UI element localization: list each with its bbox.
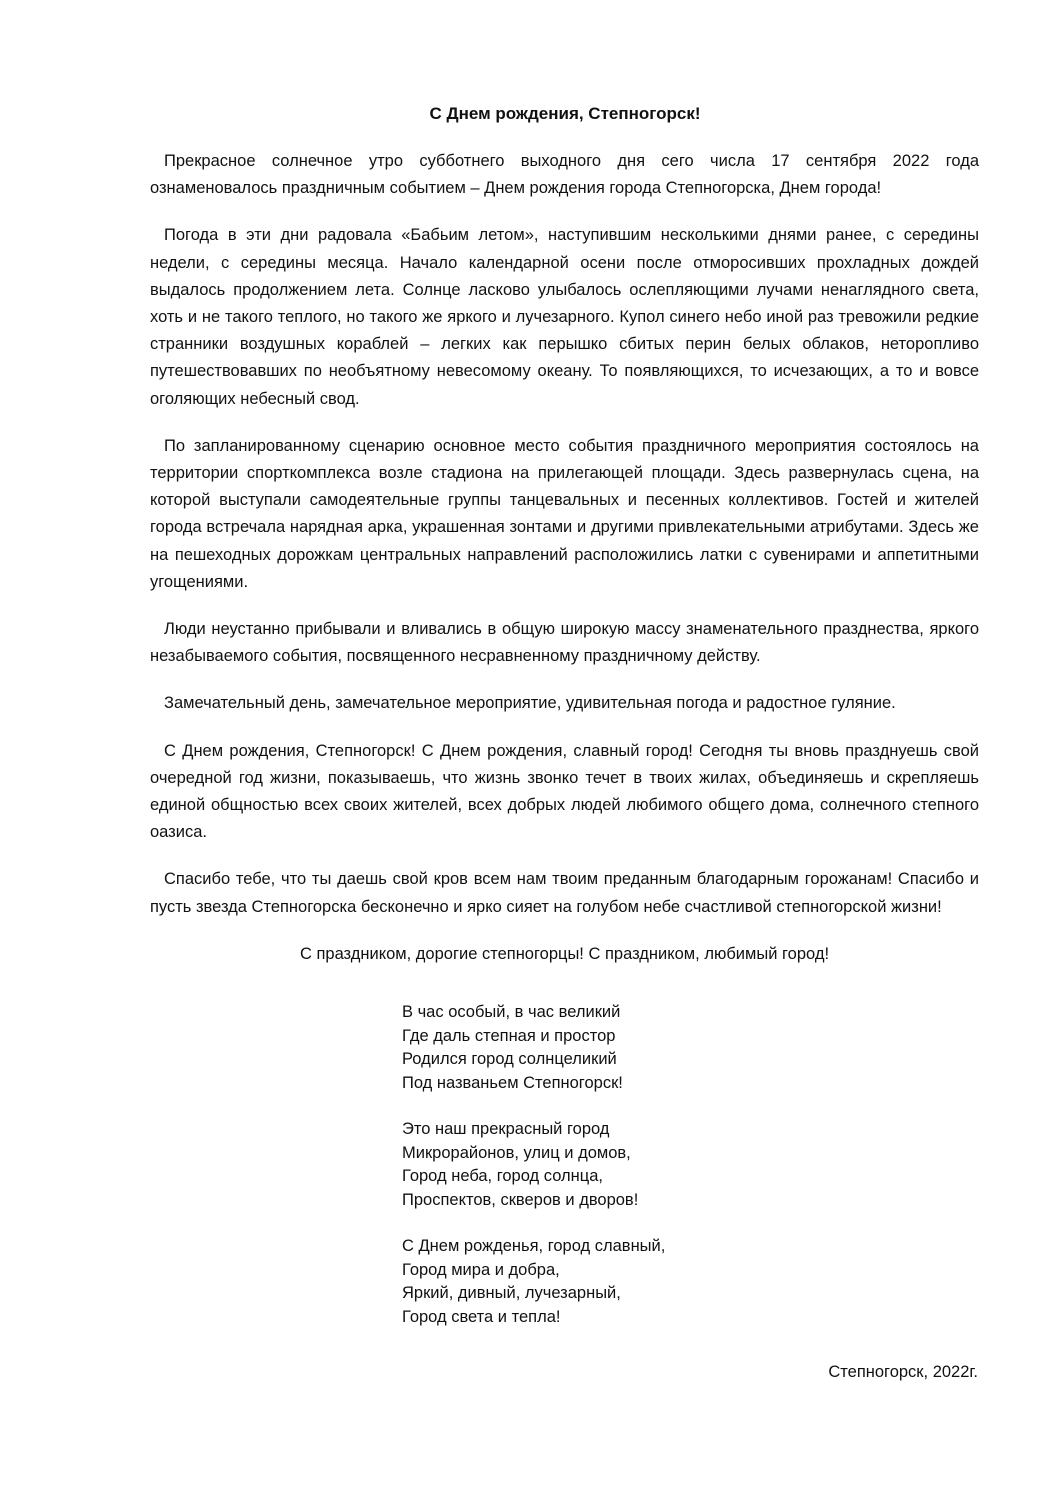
poem-line: В час особый, в час великий xyxy=(402,1003,621,1021)
poem-stanza xyxy=(402,1235,665,1329)
poem-stanza xyxy=(402,1001,665,1095)
poem xyxy=(402,1001,665,1352)
poem-line: Родился город солнцеликий xyxy=(402,1050,617,1068)
poem-line: Город неба, город солнца, xyxy=(402,1167,603,1185)
poem-line: Микрорайонов, улиц и домов, xyxy=(402,1143,631,1162)
poem-line: Город света и тепла! xyxy=(402,1307,561,1326)
document-body xyxy=(150,148,979,988)
paragraph-intro: Прекрасное солнечное утро субботнего выходного дня сего числа 17 сентября 2022 года ознаменовалось праздничным событием – Днем рождения города Степногорска, Днем города! xyxy=(150,152,979,198)
paragraph-summary: Замечательный день, замечательное мероприятие, удивительная погода и радостное гуляние. xyxy=(164,694,896,713)
poem-stanza xyxy=(402,1118,665,1212)
paragraph-thanks: Спасибо тебе, что ты даешь свой кров всем нам твоим преданным благодарным горожанам! Спасибо и пусть звезда Степногорска бесконечно и ярко сияет на голубом небе счастливой степногорской жизни! xyxy=(150,870,979,916)
poem-line: Яркий, дивный, лучезарный, xyxy=(402,1284,621,1302)
holiday-greeting: С праздником, дорогие степногорцы! С праздником, любимый город! xyxy=(299,944,830,963)
paragraph-congratulation: С Днем рождения, Степногорск! С Днем рождения, славный город! Сегодня ты вновь празднуешь свой очередной год жизни, показываешь, что жизнь звонко течет в твоих жилах, объединяешь и скрепляешь единой общностью всех своих жителей, всех добрых людей любимого общего дома, солнечного степного оазиса. xyxy=(150,741,979,842)
poem-line: С Днем рожденья, город славный, xyxy=(402,1237,666,1255)
poem-line: Город мира и добра, xyxy=(402,1260,560,1279)
poem-line: Это наш прекрасный город xyxy=(402,1120,610,1138)
document-title: С Днем рождения, Степногорск! xyxy=(429,104,701,123)
paragraph-people: Люди неустанно прибывали и вливались в общую широкую массу знаменательного празднества, яркого незабываемого события, посвященного несравненному праздничному действу. xyxy=(150,620,979,666)
poem-line: Под названьем Степногорск! xyxy=(402,1073,623,1092)
paragraph-weather: Погода в эти дни радовала «Бабьим летом», наступившим несколькими днями ранее, с середины недели, с середины месяца. Начало календарной осени после отморосивших прохладных дождей выдалось продолжением лета. Солнце ласково улыбалось ослепляющими лучами ненаглядного света, хоть и не такого теплого, но такого же яркого и лучезарного. Купол синего небо иной раз тревожили редкие странники воздушных кораблей – легких как перышко сбитых перин белых облаков, неторопливо путешествовавших по необъятному невесомому океану. То появляющихся, то исчезающих, а то и вовсе оголяющих небесный свод. xyxy=(150,226,979,408)
paragraph-venue: По запланированному сценарию основное место события праздничного мероприятия состоялось на территории спорткомплекса возле стадиона на прилегающей площади. Здесь развернулась сцена, на которой выступали самодеятельные группы танцевальных и песенных коллективов. Гостей и жителей города встречала нарядная арка, украшенная зонтами и другими привлекательными атрибутами. Здесь же на пешеходных дорожкам центральных направлений расположились латки с сувенирами и аппетитными угощениями. xyxy=(150,436,979,591)
poem-line: Где даль степная и простор xyxy=(402,1026,616,1045)
poem-line: Проспектов, скверов и дворов! xyxy=(402,1190,639,1209)
signature-place-date: Степногорск, 2022г. xyxy=(828,1363,978,1381)
